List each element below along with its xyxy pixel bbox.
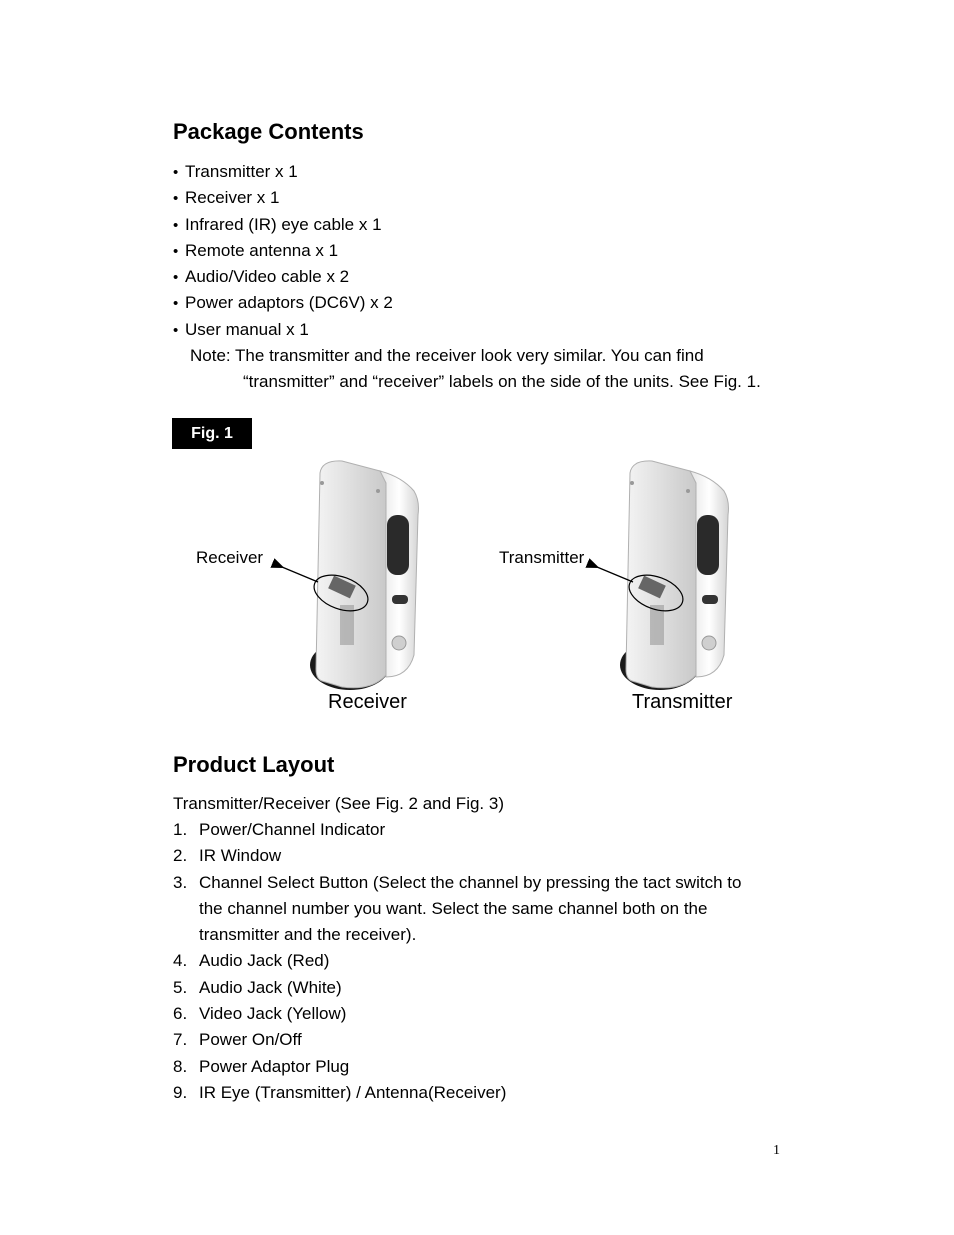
list-item: 8. Power Adaptor Plug	[173, 1056, 350, 1076]
receiver-callout-arrow	[282, 567, 318, 582]
bullet-icon: •	[173, 216, 179, 234]
list-item: 3. Channel Select Button (Select the channel by pressing the tact switch to the channel number you want. Select the same channel both on the transmitter and the receiver).	[173, 872, 742, 945]
list-item: 2. IR Window	[173, 846, 282, 866]
receiver-callout-label: Receiver	[196, 548, 264, 567]
section-title-package-contents: Package Contents	[173, 119, 364, 144]
list-item: 5. Audio Jack (White)	[173, 977, 342, 997]
list-item: 7. Power On/Off	[173, 1030, 302, 1050]
note-text: Note: The transmitter and the receiver look very similar. You can find	[190, 346, 704, 365]
transmitter-callout-label: Transmitter	[499, 548, 585, 567]
list-item: • Audio/Video cable x 2	[173, 264, 393, 290]
list-item: 4. Audio Jack (Red)	[173, 951, 330, 971]
list-item: • Remote antenna x 1	[173, 238, 393, 264]
bullet-icon: •	[173, 321, 179, 339]
page-number: 1	[773, 1143, 780, 1158]
list-item: 6. Video Jack (Yellow)	[173, 1004, 347, 1024]
transmitter-caption: Transmitter	[632, 691, 733, 713]
receiver-caption: Receiver	[328, 691, 407, 713]
figure-label: Fig. 1	[172, 418, 252, 449]
list-item: 9. IR Eye (Transmitter) / Antenna(Receiver)	[173, 1082, 507, 1102]
bullet-icon: •	[173, 295, 179, 313]
product-layout-list	[173, 817, 773, 1106]
list-item: • User manual x 1	[173, 317, 393, 343]
list-item: • Transmitter x 1	[173, 159, 393, 185]
list-item: • Infrared (IR) eye cable x 1	[173, 212, 393, 238]
receiver-label-highlight	[309, 568, 373, 617]
bullet-icon: •	[173, 242, 179, 260]
transmitter-label-highlight	[624, 568, 688, 617]
list-item: • Power adaptors (DC6V) x 2	[173, 290, 393, 316]
product-layout-intro: Transmitter/Receiver (See Fig. 2 and Fig. 3)	[173, 794, 504, 813]
bullet-icon: •	[173, 190, 179, 208]
note-text-continued: “transmitter” and “receiver” labels on the side of the units. See Fig. 1.	[243, 372, 761, 391]
transmitter-callout-arrow	[597, 567, 633, 582]
bullet-icon: •	[173, 164, 179, 181]
bullet-icon: •	[173, 269, 179, 287]
section-title-product-layout: Product Layout	[173, 752, 335, 777]
list-item: 1. Power/Channel Indicator	[173, 820, 386, 839]
list-item: • Receiver x 1	[173, 185, 393, 211]
